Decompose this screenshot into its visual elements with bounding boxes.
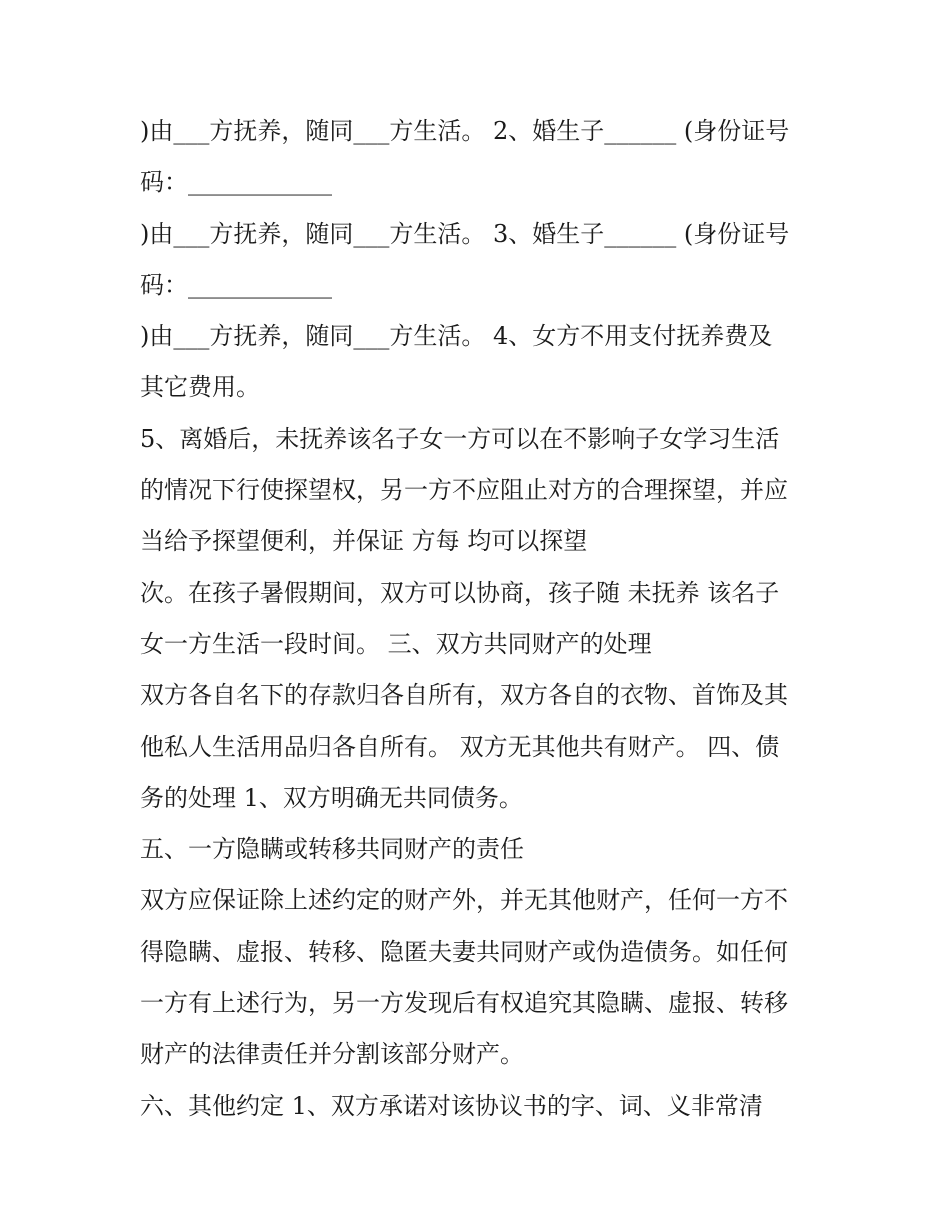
text-line: 码：____________: [140, 168, 332, 197]
text-line: 他私人生活用品归各自所有。 双方无其他共有财产。 四、债: [140, 732, 780, 761]
text-line: 女一方生活一段时间。 三、双方共同财产的处理: [140, 629, 652, 658]
text-line: 当给予探望便利，并保证 方每 均可以探望: [140, 527, 588, 556]
text-line: 得隐瞒、虚报、转移、隐匿夫妻共同财产或伪造债务。如任何: [140, 937, 788, 966]
text-line: 六、其他约定 1、双方承诺对该协议书的字、词、义非常清: [140, 1091, 763, 1120]
document-body: [140, 106, 820, 1132]
text-line: )由___方抚养，随同___方生活。 4、女方不用支付抚养费及: [140, 322, 773, 351]
text-line: )由___方抚养，随同___方生活。 3、婚生子______ (身份证号: [140, 219, 790, 248]
text-line: 五、一方隐瞒或转移共同财产的责任: [140, 835, 524, 864]
text-line: 双方各自名下的存款归各自所有，双方各自的衣物、首饰及其: [140, 681, 788, 710]
text-line: 码：____________: [140, 270, 332, 299]
text-line: 财产的法律责任并分割该部分财产。: [140, 1040, 524, 1069]
text-line: 5、离婚后，未抚养该名子女一方可以在不影响子女学习生活: [140, 424, 780, 453]
text-line: )由___方抚养，随同___方生活。 2、婚生子______ (身份证号: [140, 117, 790, 145]
text-line: 一方有上述行为，另一方发现后有权追究其隐瞒、虚报、转移: [140, 989, 788, 1018]
text-line: 其它费用。: [140, 373, 260, 402]
text-line: 双方应保证除上述约定的财产外，并无其他财产，任何一方不: [140, 886, 788, 915]
text-line: 次。在孩子暑假期间，双方可以协商，孩子随 未抚养 该名子: [140, 578, 780, 607]
text-line: 务的处理 1、双方明确无共同债务。: [140, 783, 523, 812]
text-line: 的情况下行使探望权，另一方不应阻止对方的合理探望，并应: [140, 476, 788, 505]
